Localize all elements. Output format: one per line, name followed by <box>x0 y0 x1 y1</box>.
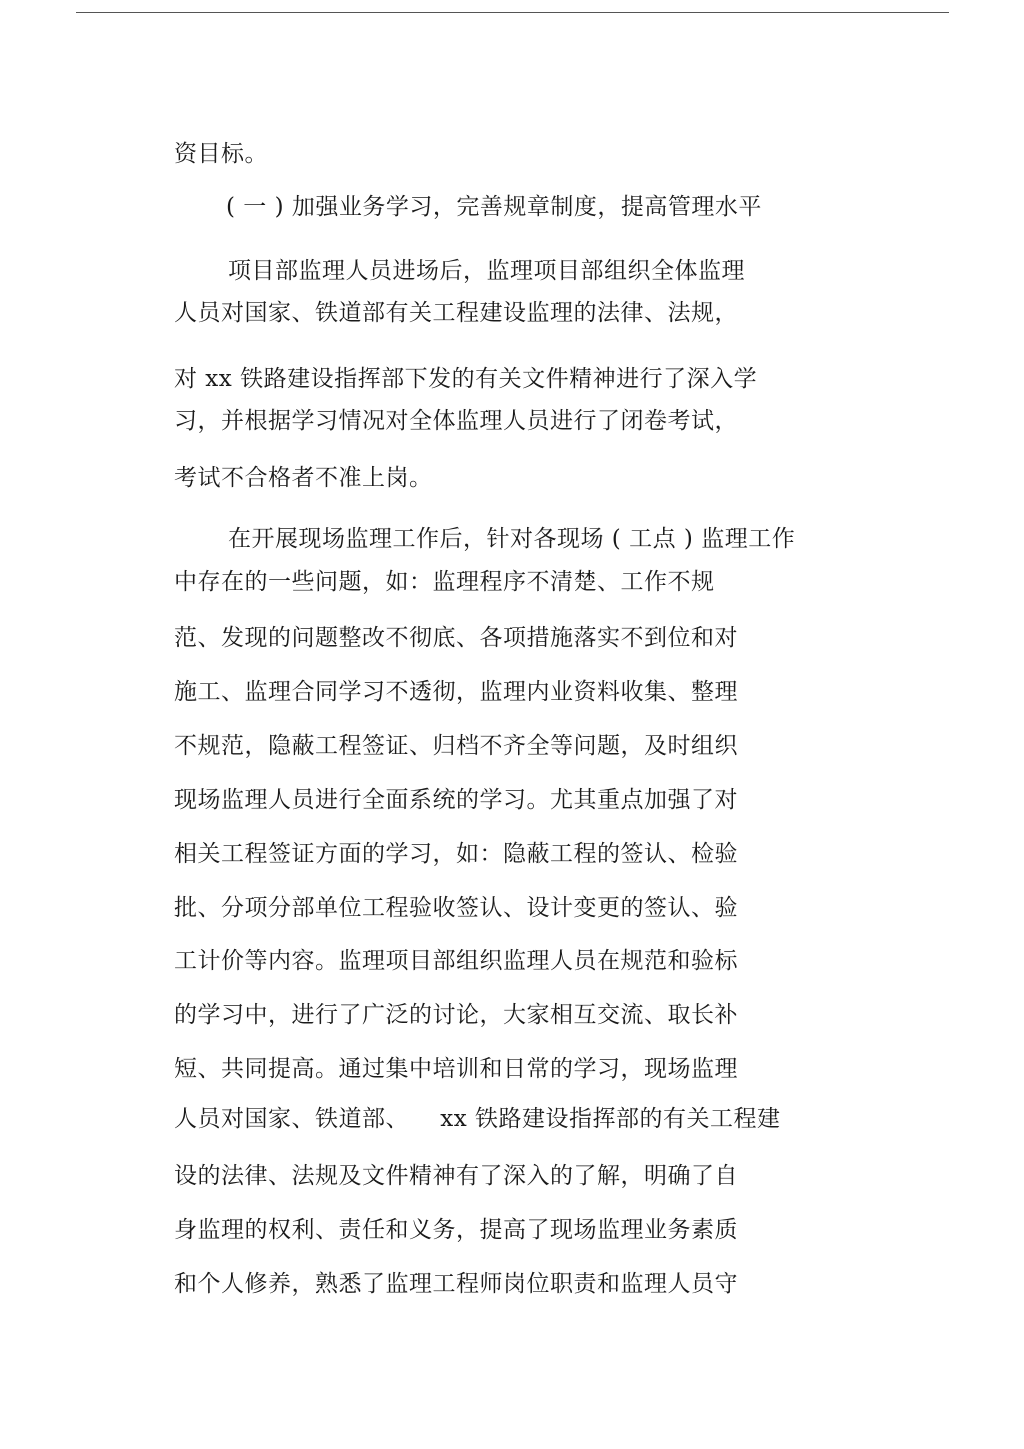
text-line: 项目部监理人员进场后，监理项目部组织全体监理 <box>228 258 745 284</box>
text-line: 相关工程签证方面的学习，如：隐蔽工程的签认、检验 <box>174 841 738 867</box>
text-line: 不规范，隐蔽工程签证、归档不齐全等问题，及时组织 <box>174 733 738 759</box>
text-line: 中存在的一些问题，如：监理程序不清楚、工作不规 <box>174 569 715 595</box>
text-line: 范、发现的问题整改不彻底、各项措施落实不到位和对 <box>174 625 738 651</box>
text-line: 对 xx 铁路建设指挥部下发的有关文件精神进行了深入学 <box>174 366 758 392</box>
text-line: 短、共同提高。通过集中培训和日常的学习，现场监理 <box>174 1056 738 1082</box>
section-heading: ( 一 ) 加强业务学习，完善规章制度，提高管理水平 <box>226 194 762 220</box>
text-line: 批、分项分部单位工程验收签认、设计变更的签认、验 <box>174 895 738 921</box>
text-line: 现场监理人员进行全面系统的学习。尤其重点加强了对 <box>174 787 738 813</box>
text-line: 工计价等内容。监理项目部组织监理人员在规范和验标 <box>174 948 738 974</box>
text-line: 身监理的权利、责任和义务，提高了现场监理业务素质 <box>174 1217 738 1243</box>
text-line: 的学习中，进行了广泛的讨论，大家相互交流、取长补 <box>174 1002 738 1028</box>
text-line: 人员对国家、铁道部有关工程建设监理的法律、法规， <box>174 300 738 326</box>
header-rule <box>76 12 949 13</box>
text-line: 考试不合格者不准上岗。 <box>174 465 433 491</box>
text-line: 资目标。 <box>174 141 268 167</box>
text-line: 设的法律、法规及文件精神有了深入的了解，明确了自 <box>174 1163 738 1189</box>
text-line: 在开展现场监理工作后，针对各现场 ( 工点 ) 监理工作 <box>228 526 796 552</box>
text-line: 施工、监理合同学习不透彻，监理内业资料收集、整理 <box>174 679 738 705</box>
text-line: 习，并根据学习情况对全体监理人员进行了闭卷考试， <box>174 408 738 434</box>
text-line: 人员对国家、铁道部、 xx 铁路建设指挥部的有关工程建 <box>174 1106 781 1132</box>
text-line: 和个人修养，熟悉了监理工程师岗位职责和监理人员守 <box>174 1271 738 1297</box>
